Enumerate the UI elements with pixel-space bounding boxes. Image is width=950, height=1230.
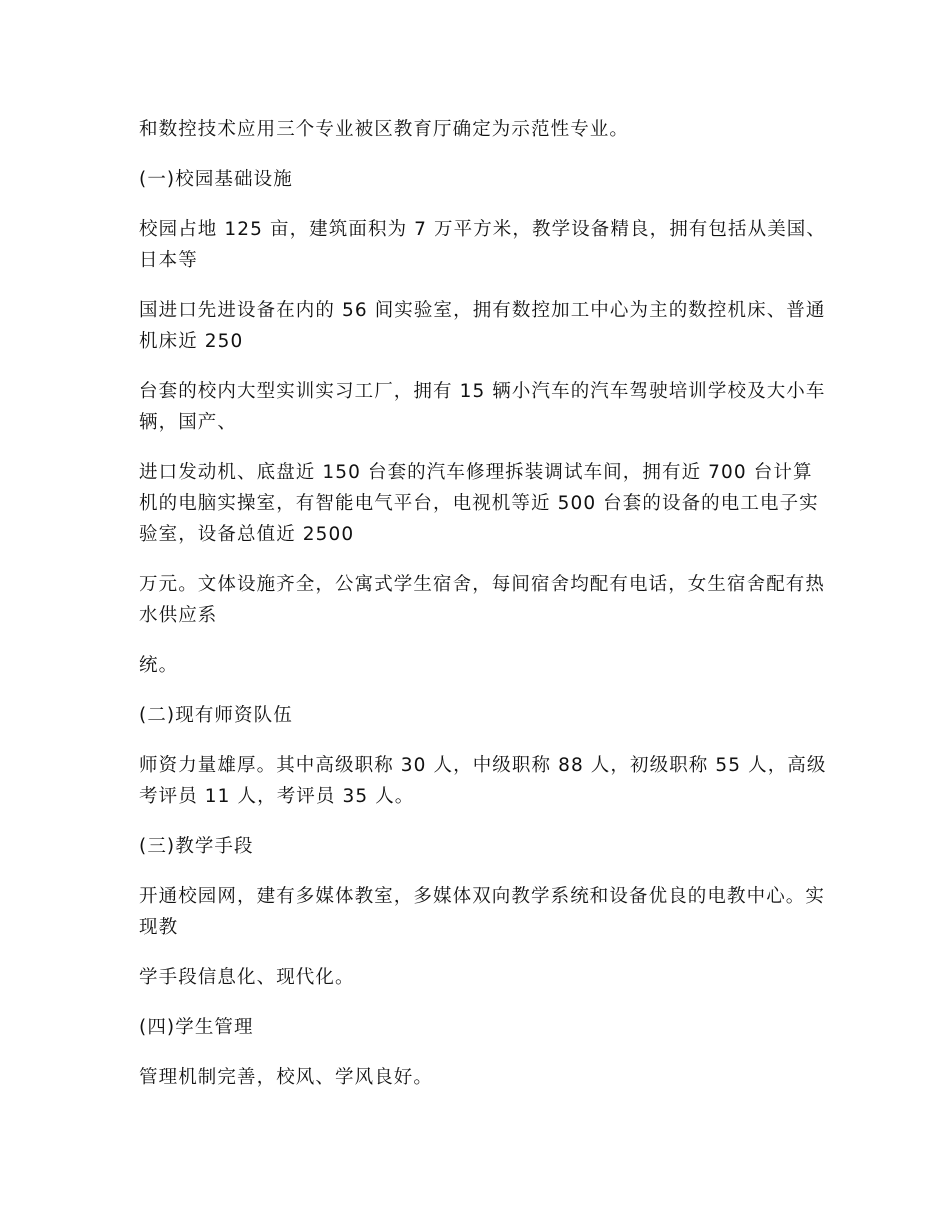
document-body	[139, 114, 829, 1112]
paragraph-informatization: 学手段信息化、现代化。	[139, 967, 355, 988]
section-heading-teaching-means: (三)教学手段	[139, 836, 254, 857]
paragraph-staff-titles: 师资力量雄厚。其中高级职称 30 人，中级职称 88 人，初级职称 55 人，高级考评员 11 人，考评员 35 人。	[139, 755, 827, 807]
section-heading-teaching-staff: (二)现有师资队伍	[139, 705, 293, 726]
section-heading-campus-facilities: (一)校园基础设施	[139, 169, 293, 190]
paragraph-workshops: 进口发动机、底盘近 150 台套的汽车修理拆装调试车间，拥有近 700 台计算机的电脑实操室，有智能电气平台，电视机等近 500 台套的设备的电工电子实验室，设备总值近 2500	[139, 462, 819, 545]
paragraph-training-factory: 台套的校内大型实训实习工厂，拥有 15 辆小汽车的汽车驾驶培训学校及大小车辆，国产、	[139, 381, 826, 433]
paragraph-specialty-note: 和数控技术应用三个专业被区教育厅确定为示范性专业。	[139, 119, 630, 140]
paragraph-campus-area: 校园占地 125 亩，建筑面积为 7 万平方米，教学设备精良，拥有包括从美国、日本等	[139, 219, 827, 271]
section-heading-student-management: (四)学生管理	[139, 1017, 254, 1038]
paragraph-system-end: 统。	[139, 655, 179, 676]
paragraph-laboratories: 国进口先进设备在内的 56 间实验室，拥有数控加工中心为主的数控机床、普通机床近 250	[139, 300, 826, 352]
paragraph-facilities-dorms: 万元。文体设施齐全，公寓式学生宿舍，每间宿舍均配有电话，女生宿舍配有热水供应系	[139, 574, 826, 626]
paragraph-management: 管理机制完善，校风、学风良好。	[139, 1067, 434, 1088]
paragraph-campus-network: 开通校园网，建有多媒体教室，多媒体双向教学系统和设备优良的电教中心。实现教	[139, 886, 826, 938]
